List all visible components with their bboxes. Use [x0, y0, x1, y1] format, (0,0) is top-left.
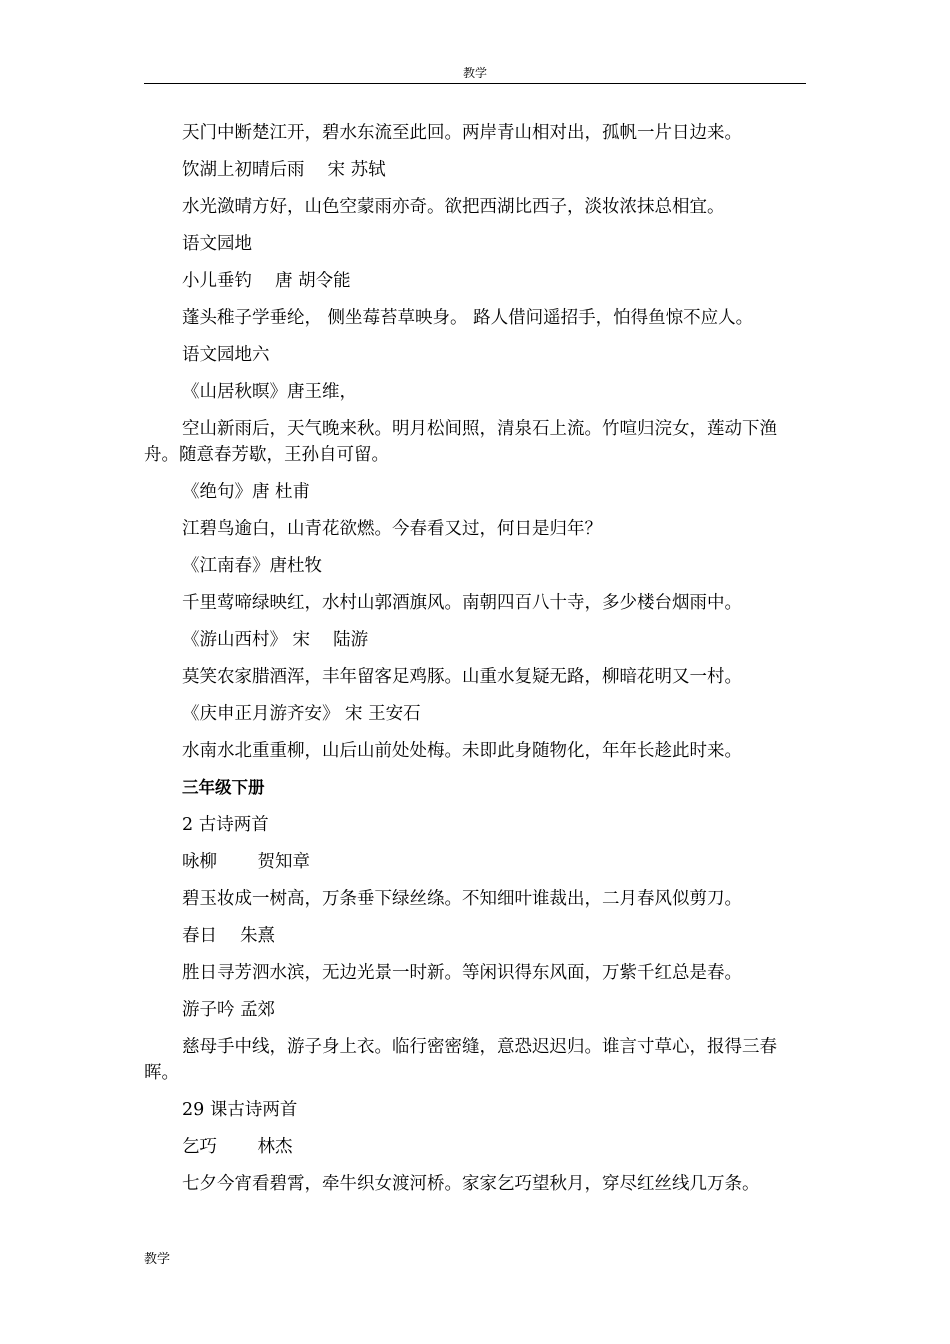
poem-title: 《绝句》唐 杜甫: [182, 482, 311, 502]
poem-line: 七夕今宵看碧霄，牵牛织女渡河桥。家家乞巧望秋月，穿尽红丝线几万条。: [182, 1174, 760, 1194]
poem-title: 《山居秋暝》唐王维，: [182, 382, 357, 402]
poem-title: 乞巧 林杰: [182, 1137, 293, 1157]
poem-title: 《江南春》唐杜牧: [182, 556, 322, 576]
poem-line: 慈母手中线，游子身上衣。临行密密缝，意恐迟迟归。谁言寸草心，报得三春晖。: [144, 1037, 777, 1083]
poem-title: 春日 朱熹: [182, 926, 276, 946]
poem-line: 水南水北重重柳，山后山前处处梅。未即此身随物化，年年长趁此时来。: [182, 741, 742, 761]
section-heading: 语文园地: [182, 234, 252, 254]
poem-line: 江碧鸟逾白，山青花欲燃。今春看又过，何日是归年？: [182, 519, 602, 539]
poem-line: 天门中断楚江开，碧水东流至此回。两岸青山相对出，孤帆一片日边来。: [182, 123, 742, 143]
poem-line: 水光潋晴方好，山色空蒙雨亦奇。欲把西湖比西子，淡妆浓抹总相宜。: [182, 197, 725, 217]
poem-title: 小儿垂钓 唐 胡令能: [182, 271, 351, 291]
poem-title: 游子吟 孟郊: [182, 1000, 276, 1020]
header-divider: [144, 83, 806, 84]
poem-line: 千里莺啼绿映红，水村山郭酒旗风。南朝四百八十寺，多少楼台烟雨中。: [182, 593, 742, 613]
poem-line: 莫笑农家腊酒浑，丰年留客足鸡豚。山重水复疑无路，柳暗花明又一村。: [182, 667, 742, 687]
section-heading: 语文园地六: [182, 345, 270, 365]
lesson-heading: 2 古诗两首: [182, 815, 269, 835]
poem-title: 咏柳 贺知章: [182, 852, 311, 872]
poem-line: 蓬头稚子学垂纶， 侧坐莓苔草映身。 路人借问遥招手，怕得鱼惊不应人。: [182, 308, 754, 328]
poem-line: 胜日寻芳泗水滨，无边光景一时新。等闲识得东风面，万紫千红总是春。: [182, 963, 742, 983]
grade-heading: 三年级下册: [182, 778, 265, 797]
poem-title: 《庆申正月游齐安》 宋 王安石: [182, 704, 421, 724]
poem-title: 《游山西村》 宋 陆游: [182, 630, 369, 650]
document-body: [144, 120, 806, 1208]
page-footer-text: 教学: [144, 1252, 171, 1267]
lesson-heading: 29 课古诗两首: [182, 1100, 298, 1120]
page-header-title: 教学: [462, 66, 487, 80]
poem-line: 碧玉妆成一树高，万条垂下绿丝绦。不知细叶谁裁出，二月春风似剪刀。: [182, 889, 742, 909]
poem-title: 饮湖上初晴后雨 宋 苏轼: [182, 160, 386, 180]
poem-line: 空山新雨后，天气晚来秋。明月松间照，清泉石上流。竹喧归浣女，莲动下渔舟。随意春芳歇，王孙自可留。: [144, 419, 777, 465]
